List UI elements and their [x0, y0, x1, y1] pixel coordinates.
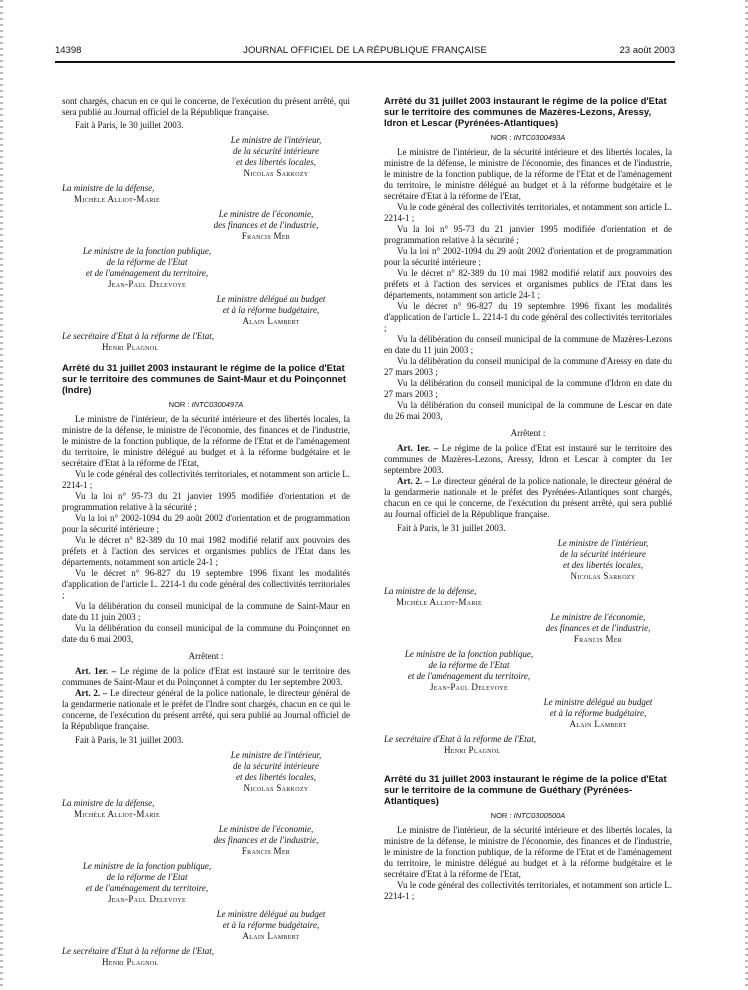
- signature-reforme: Le secrétaire d'Etat à la réforme de l'Etat, Henri Plagnol: [384, 734, 536, 755]
- signature-budget: Le ministre délégué au budget et à la réforme budgétaire, Alain Lambert: [216, 294, 326, 326]
- signature-reforme: Le secrétaire d'Etat à la réforme de l'Etat, Henri Plagnol: [62, 331, 214, 352]
- article-2: Art. 2. – Le directeur général de la police nationale, le directeur général de la gendarmerie nationale et le préfet de l'Indre sont chargés, chacun en ce qui le concerne, de l'exécution du présent arrêté, qui sera publié au Journal officiel de la République française.: [62, 688, 350, 731]
- preamble: Le ministre de l'intérieur, de la sécurité intérieure et des libertés locales, la ministre de la défense, le ministre de l'économie, des finances et de l'industrie, le ministre de la fonction publique, de la réforme de l'Etat et de l'aménagement du territoire, le ministre délégué au budget et à la réforme budgétaire et le secrétaire d'Etat à la réforme de l'Etat,: [384, 147, 672, 201]
- nor-reference: NOR : INTC0300497A: [168, 400, 244, 409]
- signature-defense: La ministre de la défense, Michèle Alliot-Marie: [62, 183, 160, 204]
- visa: Vu la délibération du conseil municipal de la commune d'Aressy en date du 27 mars 2003 ;: [384, 356, 672, 377]
- nor-reference: NOR : INTC0300500A: [490, 811, 566, 820]
- visa: Vu le décret n° 96-827 du 19 septembre 1996 fixant les modalités d'application de l'article L. 2214-1 du code général des collectivités territoriales ;: [62, 568, 350, 600]
- visa: Vu la délibération du conseil municipal de la commune du Poinçonnet en date du 6 mai 2003,: [62, 623, 350, 644]
- arrete-title-guethary: Arrêté du 31 juillet 2003 instaurant le régime de la police d'Etat sur le territoire de la commune de Guéthary (Pyrénées-Atlantiques): [384, 774, 667, 807]
- visa: Vu la délibération du conseil municipal de la commune d'Idron en date du 27 mars 2003 ;: [384, 378, 672, 399]
- signature-interieur: Le ministre de l'intérieur, de la sécurité intérieure et des libertés locales, Nicolas Sarkozy: [230, 750, 322, 793]
- issue-date: 23 août 2003: [619, 45, 675, 56]
- visa: Vu la délibération du conseil municipal de la commune de Mazères-Lezons en date du 11 juin 2003 ;: [384, 334, 672, 355]
- left-column: [62, 96, 350, 968]
- scan-edge-left: [0, 0, 3, 990]
- signature-economie: Le ministre de l'économie, des finances et de l'industrie, Francis Mer: [213, 209, 319, 241]
- visa: Vu la loi n° 2002-1094 du 29 août 2002 d'orientation et de programmation pour la sécurité intérieure ;: [384, 246, 672, 267]
- signature-defense: La ministre de la défense, Michèle Alliot-Marie: [384, 586, 482, 607]
- preamble: Le ministre de l'intérieur, de la sécurité intérieure et des libertés locales, la ministre de la défense, le ministre de l'économie, des finances et de l'industrie, le ministre de la fonction publique, de la réforme de l'Etat et de l'aménagement du territoire, le ministre délégué au budget et à la réforme budgétaire et le secrétaire d'Etat à la réforme de l'Etat,: [62, 414, 350, 468]
- page-header: [55, 45, 675, 59]
- visa: Vu la loi n° 2002-1094 du 29 août 2002 d'orientation et de programmation pour la sécurité intérieure ;: [62, 513, 350, 534]
- fait-a-paris: Fait à Paris, le 30 juillet 2003.: [75, 120, 184, 130]
- arretent-heading: Arrêtent :: [510, 428, 546, 438]
- preamble: Le ministre de l'intérieur, de la sécurité intérieure et des libertés locales, la ministre de la défense, le ministre de l'économie, des finances et de l'industrie, le ministre de la fonction publique, de la réforme de l'Etat et de l'aménagement du territoire, le ministre délégué au budget et à la réforme budgétaire et le secrétaire d'Etat à la réforme de l'Etat,: [384, 825, 672, 879]
- signature-budget: Le ministre délégué au budget et à la réforme budgétaire, Alain Lambert: [216, 909, 326, 941]
- signature-interieur: Le ministre de l'intérieur, de la sécurité intérieure et des libertés locales, Nicolas Sarkozy: [230, 135, 322, 178]
- visa: Vu le code général des collectivités territoriales, et notamment son article L. 2214-1 ;: [62, 469, 350, 490]
- article-1: Art. 1er. – Le régime de la police d'Etat est instauré sur le territoire des communes de Mazères-Lezons, Aressy, Idron et Lescar à compter du 1er septembre 2003.: [384, 443, 673, 475]
- visa: Vu le décret n° 96-827 du 19 septembre 1996 fixant les modalités d'application de l'article L. 2214-1 du code général des collectivités territoriales ;: [384, 301, 672, 333]
- journal-title: JOURNAL OFFICIEL DE LA RÉPUBLIQUE FRANÇAISE: [243, 45, 487, 56]
- visa: Vu le décret n° 82-389 du 10 mai 1982 modifié relatif aux pouvoirs des préfets et à l'action des services et organismes publics de l'Etat dans les départements, notamment son article 24-1 ;: [384, 268, 672, 300]
- signature-reforme: Le secrétaire d'Etat à la réforme de l'Etat, Henri Plagnol: [62, 946, 214, 967]
- visa: Vu le code général des collectivités territoriales, et notamment son article L. 2214-1 ;: [384, 202, 672, 223]
- arretent-heading: Arrêtent :: [188, 651, 224, 661]
- signature-economie: Le ministre de l'économie, des finances et de l'industrie, Francis Mer: [545, 612, 651, 644]
- article-2: Art. 2. – Le directeur général de la police nationale, le directeur général de la gendarmerie nationale et le préfet des Pyrénées-Atlantiques sont chargés, chacun en ce qui le concerne, de l'exécution du présent arrêté, qui sera publié au Journal officiel de la République française.: [384, 476, 672, 519]
- page-number: 14398: [55, 45, 82, 56]
- intro-paragraph: sont chargés, chacun en ce qui le concerne, de l'exécution du présent arrêté, qui sera publié au Journal officiel de la République française.: [62, 96, 350, 117]
- signature-budget: Le ministre délégué au budget et à la réforme budgétaire, Alain Lambert: [543, 697, 653, 729]
- arrete-title-saint-maur: Arrêté du 31 juillet 2003 instaurant le régime de la police d'Etat sur le territoire des communes de Saint-Maur et du Poinçonnet (Indre): [62, 363, 346, 396]
- right-column: [384, 96, 672, 902]
- signature-defense: La ministre de la défense, Michèle Alliot-Marie: [62, 798, 160, 819]
- signature-fonction-publique: Le ministre de la fonction publique, de la réforme de l'Etat et de l'aménagement du territoire, Jean-Paul Delevoye: [404, 649, 534, 692]
- fait-a-paris: Fait à Paris, le 31 juillet 2003.: [75, 735, 184, 745]
- nor-reference: NOR : INTC0300493A: [490, 133, 566, 142]
- signature-fonction-publique: Le ministre de la fonction publique, de la réforme de l'Etat et de l'aménagement du territoire, Jean-Paul Delevoye: [82, 861, 212, 904]
- visa: Vu la loi n° 95-73 du 21 janvier 1995 modifiée d'orientation et de programmation relative à la sécurité ;: [62, 491, 350, 512]
- visa: Vu le code général des collectivités territoriales, et notamment son article L. 2214-1 ;: [384, 880, 672, 901]
- signature-economie: Le ministre de l'économie, des finances et de l'industrie, Francis Mer: [213, 824, 319, 856]
- fait-a-paris: Fait à Paris, le 31 juillet 2003.: [397, 523, 506, 533]
- visa: Vu la délibération du conseil municipal de la commune de Saint-Maur en date du 11 juin 2003 ;: [62, 601, 350, 622]
- arrete-title-mazeres-lezons: Arrêté du 31 juillet 2003 instaurant le régime de la police d'Etat sur le territoire des communes de Mazères-Lezons, Aressy, Idron et Lescar (Pyrénées-Atlantiques): [384, 96, 667, 129]
- header-rule: [55, 61, 675, 63]
- signature-fonction-publique: Le ministre de la fonction publique, de la réforme de l'Etat et de l'aménagement du territoire, Jean-Paul Delevoye: [82, 246, 212, 289]
- article-1: Art. 1er. – Le régime de la police d'Etat est instauré sur le territoire des communes de Saint-Maur et du Poinçonnet à compter du 1er septembre 2003.: [62, 666, 351, 687]
- visa: Vu la loi n° 95-73 du 21 janvier 1995 modifiée d'orientation et de programmation relative à la sécurité ;: [384, 224, 672, 245]
- signature-interieur: Le ministre de l'intérieur, de la sécurité intérieure et des libertés locales, Nicolas Sarkozy: [557, 538, 649, 581]
- visa: Vu le décret n° 82-389 du 10 mai 1982 modifié relatif aux pouvoirs des préfets et à l'action des services et organismes publics de l'Etat dans les départements, notamment son article 24-1 ;: [62, 535, 350, 567]
- visa: Vu la délibération du conseil municipal de la commune de Lescar en date du 26 mai 2003,: [384, 400, 672, 421]
